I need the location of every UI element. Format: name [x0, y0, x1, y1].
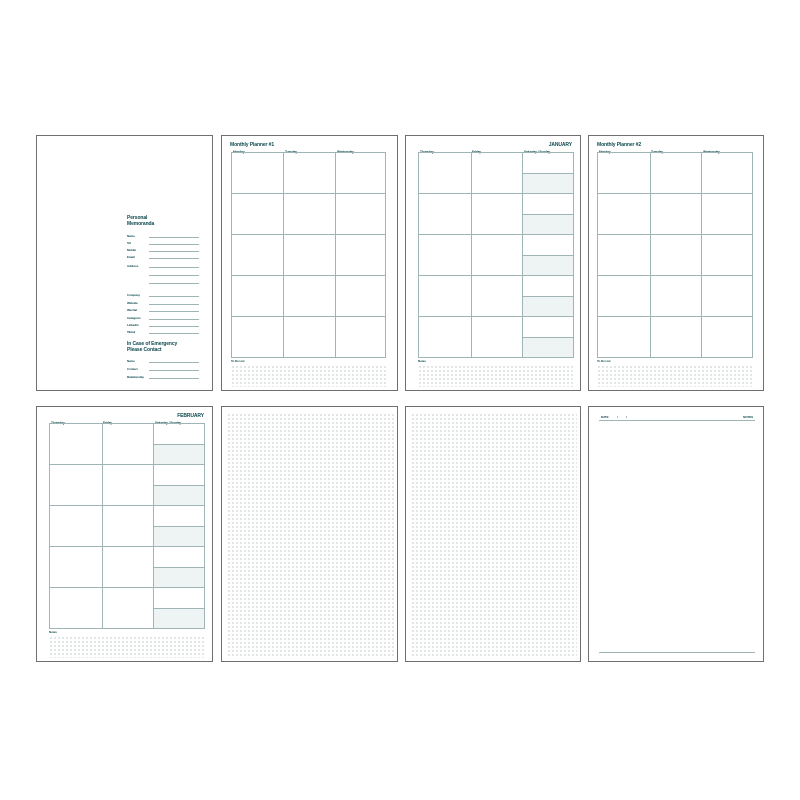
memo-field-line	[149, 283, 199, 284]
planner2-col-label: Wednesday	[703, 150, 720, 154]
planner1-col-label: Monday	[233, 150, 245, 154]
memo-field-line	[149, 311, 199, 312]
memo-field-label: Mobile	[127, 248, 136, 252]
notes-page	[588, 406, 764, 662]
emergency-field-label: Name	[127, 359, 135, 363]
memo-field-line	[149, 275, 199, 276]
notes-top-rule	[599, 420, 755, 421]
weekend-cell	[153, 526, 205, 547]
weekend-cell	[153, 608, 205, 629]
february-grid	[49, 423, 205, 629]
weekend-cell	[153, 567, 205, 588]
february-col-label: Saturday / Sunday	[155, 421, 182, 425]
memo-field-label: Instagram	[127, 316, 141, 320]
memo-field-label: Name	[127, 234, 135, 238]
planner1-footer: To Do List	[231, 359, 245, 363]
notes-date-sep: /	[617, 415, 618, 419]
memo-field-label: Tel	[127, 241, 131, 245]
dot-grid	[227, 413, 394, 658]
memo-field-label: Address	[127, 264, 139, 268]
notes-date-sep: /	[626, 415, 627, 419]
weekend-cell	[522, 255, 574, 276]
january-col-label: Saturday / Sunday	[524, 150, 551, 154]
memo-field-line	[149, 267, 199, 268]
planner1-page	[221, 135, 398, 391]
dot-grid	[411, 413, 577, 658]
january-page	[405, 135, 581, 391]
weekend-cell	[153, 444, 205, 465]
february-footer: Notes	[49, 630, 57, 634]
emergency-field-line	[149, 378, 199, 379]
memo-field-line	[149, 258, 199, 259]
emergency-field-label: Contact	[127, 367, 138, 371]
memo-field-label: Company	[127, 293, 140, 297]
memo-field-label: Linkedin	[127, 323, 139, 327]
memo-field-line	[149, 244, 199, 245]
planner1-grid	[231, 152, 386, 358]
memo-field-label: Tiktok	[127, 330, 136, 334]
planner2-col-label: Monday	[599, 150, 611, 154]
memo-field-line	[149, 304, 199, 305]
memo-title-line2: Memoranda	[127, 221, 155, 227]
memo-field-label: Wechat	[127, 308, 138, 312]
planner2-title: Monthly Planner #2	[597, 142, 642, 148]
february-page	[36, 406, 213, 662]
planner1-dot-area	[231, 365, 386, 387]
february-dot-area	[49, 636, 205, 658]
february-col-label: Thursday	[51, 421, 65, 425]
planner2-grid	[597, 152, 753, 358]
january-col-label: Friday	[472, 150, 481, 154]
january-grid	[418, 152, 574, 358]
weekend-cell	[522, 214, 574, 235]
weekend-cell	[522, 337, 574, 358]
dot-grid-page-2	[405, 406, 581, 662]
emergency-title-line1: In Case of Emergency	[127, 341, 178, 347]
planner2-footer: To Do List	[597, 359, 611, 363]
emergency-title-line2: Please Contact	[127, 347, 162, 353]
dot-grid-page-1	[221, 406, 398, 662]
memo-field-line	[149, 251, 199, 252]
january-month: JANUARY	[548, 142, 572, 148]
weekend-cell	[522, 173, 574, 194]
weekend-cell	[153, 485, 205, 506]
memo-field-line	[149, 237, 199, 238]
planner2-page	[588, 135, 764, 391]
january-footer: Notes	[418, 359, 426, 363]
planner2-col-label: Tuesday	[651, 150, 663, 154]
planner2-dot-area	[597, 365, 753, 387]
memo-title-line1: Personal	[127, 215, 148, 221]
emergency-field-label: Relationship	[127, 375, 144, 379]
memo-field-line	[149, 326, 199, 327]
january-col-label: Thursday	[420, 150, 434, 154]
february-col-label: Friday	[103, 421, 112, 425]
memo-field-line	[149, 333, 199, 334]
january-dot-area	[418, 365, 574, 387]
memo-field-line	[149, 296, 199, 297]
planner1-col-label: Wednesday	[337, 150, 354, 154]
notes-right-label: NOTES	[743, 415, 753, 419]
emergency-field-line	[149, 362, 199, 363]
planner1-col-label: Tuesday	[285, 150, 297, 154]
memo-field-label: Website	[127, 301, 138, 305]
february-month: FEBRUARY	[177, 413, 204, 419]
planner1-title: Monthly Planner #1	[230, 142, 275, 148]
weekend-cell	[522, 296, 574, 317]
notes-bottom-rule	[599, 652, 755, 653]
memo-page	[36, 135, 213, 391]
notes-date-label: DATE	[601, 415, 609, 419]
emergency-field-line	[149, 370, 199, 371]
memo-field-line	[149, 319, 199, 320]
memo-field-label: Email	[127, 255, 135, 259]
